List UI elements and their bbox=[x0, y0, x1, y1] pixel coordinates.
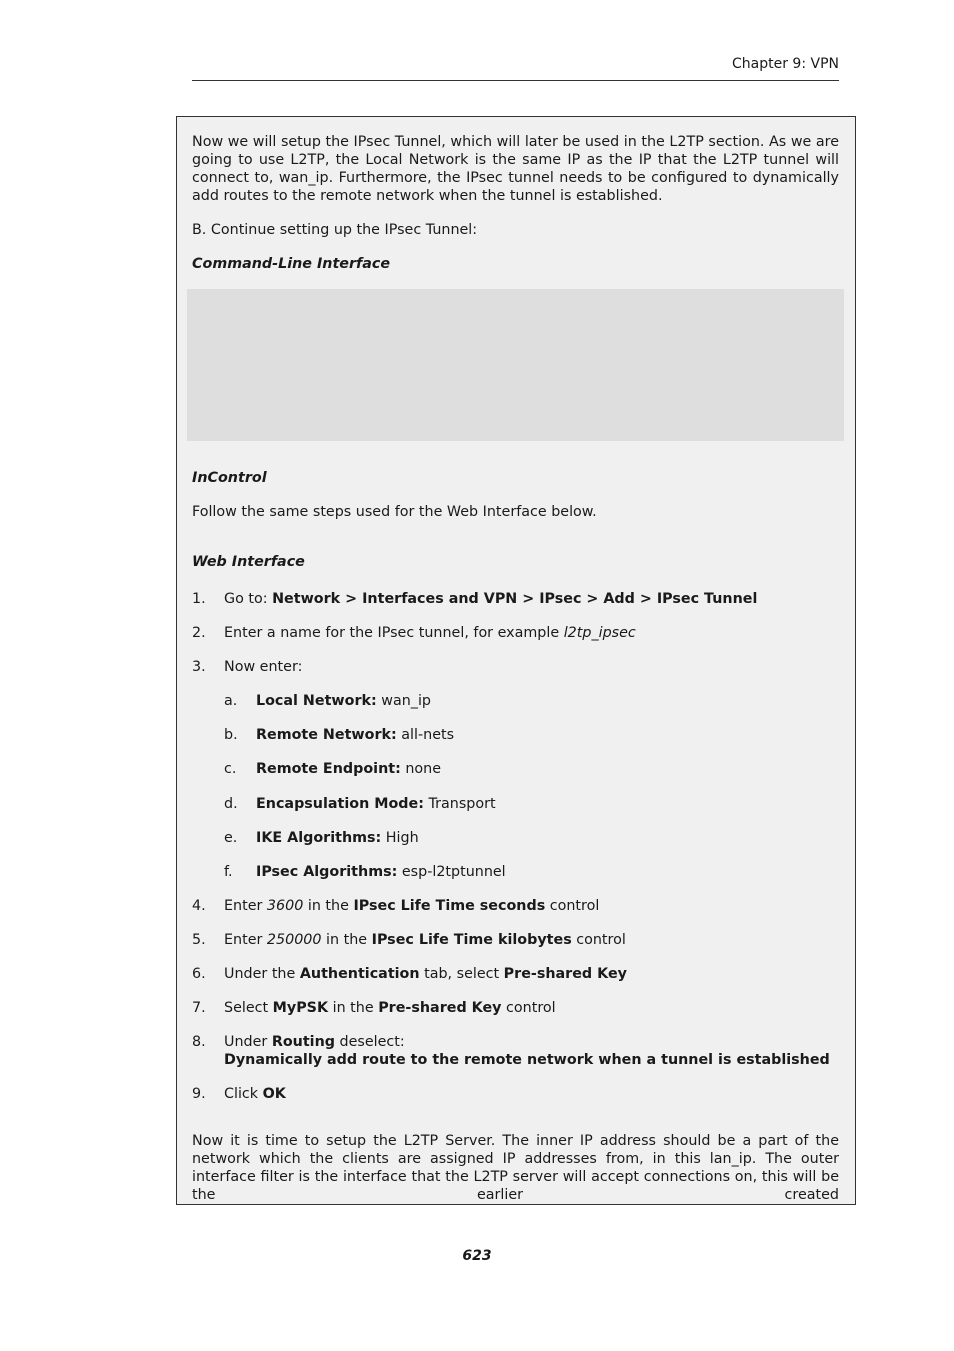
value-text: 3600 bbox=[266, 898, 304, 914]
field-value: all-nets bbox=[396, 727, 455, 743]
cli-heading: Command-Line Interface bbox=[192, 256, 391, 272]
step-number: 8. bbox=[192, 1034, 206, 1050]
cli-code-block bbox=[187, 289, 844, 441]
web-interface-heading: Web Interface bbox=[192, 554, 305, 570]
field-value: esp-l2tptunnel bbox=[397, 864, 506, 880]
step-text: control bbox=[571, 932, 626, 948]
step-text: control bbox=[501, 1000, 556, 1016]
incontrol-text: Follow the same steps used for the Web Interface below. bbox=[192, 504, 597, 520]
step-text: Under the bbox=[224, 966, 300, 982]
sub-letter: f. bbox=[224, 864, 233, 880]
step-number: 6. bbox=[192, 966, 206, 982]
list-item bbox=[192, 1033, 852, 1069]
option-name: Dynamically add route to the remote network when a tunnel is established bbox=[224, 1052, 830, 1068]
step-text: tab, select bbox=[419, 966, 504, 982]
field-value: wan_ip bbox=[376, 693, 432, 709]
sub-letter: d. bbox=[224, 796, 238, 812]
field-label: Local Network: bbox=[256, 693, 377, 709]
section-name: Routing bbox=[271, 1034, 335, 1050]
step-b-text: B. Continue setting up the IPsec Tunnel: bbox=[192, 222, 478, 238]
step-text: Click bbox=[224, 1086, 263, 1102]
step-text: Enter bbox=[224, 898, 267, 914]
step-number: 7. bbox=[192, 1000, 206, 1016]
step-text: in the bbox=[321, 932, 372, 948]
step-text: deselect: bbox=[334, 1034, 405, 1050]
value-text: 250000 bbox=[266, 932, 322, 948]
field-value: High bbox=[381, 830, 419, 846]
option-name: Pre-shared Key bbox=[503, 966, 627, 982]
field-label: Remote Network: bbox=[256, 727, 397, 743]
step-text: Enter a name for the IPsec tunnel, for example bbox=[224, 625, 564, 641]
option-name: MyPSK bbox=[272, 1000, 329, 1016]
example-name: l2tp_ipsec bbox=[563, 625, 636, 641]
outro-paragraph: Now it is time to setup the L2TP Server. The inner IP address should be a part of the network which the clients are assigned IP addresses from, in this lan_ip. The outer interface filter is the interface that the L2TP server will accept connections on, this will be the earlier created bbox=[192, 1133, 839, 1203]
field-label: IPsec Algorithms: bbox=[256, 864, 398, 880]
page-number: 623 bbox=[462, 1248, 492, 1264]
field-value: Transport bbox=[423, 796, 496, 812]
field-label: Encapsulation Mode: bbox=[256, 796, 424, 812]
step-text: in the bbox=[328, 1000, 379, 1016]
field-label: Remote Endpoint: bbox=[256, 761, 401, 777]
control-name: IPsec Life Time seconds bbox=[353, 898, 546, 914]
step-text: in the bbox=[303, 898, 354, 914]
step-text: Select bbox=[224, 1000, 273, 1016]
step-number: 9. bbox=[192, 1086, 206, 1102]
sub-letter: e. bbox=[224, 830, 238, 846]
field-value: none bbox=[400, 761, 442, 777]
step-text: Enter bbox=[224, 932, 267, 948]
step-number: 3. bbox=[192, 659, 206, 675]
intro-paragraph: Now we will setup the IPsec Tunnel, which will later be used in the L2TP section. As we are going to use L2TP, the Local Network is the same IP as the IP that the L2TP tunnel will connect to, wan_ip. Furthermore, the IPsec tunnel needs to be configured to dynamically add routes to the remote network when the tunnel is established. bbox=[192, 134, 839, 204]
sub-letter: c. bbox=[224, 761, 237, 777]
step-text: control bbox=[545, 898, 600, 914]
sub-letter: a. bbox=[224, 693, 238, 709]
sub-letter: b. bbox=[224, 727, 238, 743]
step-text: Now enter: bbox=[224, 659, 303, 675]
incontrol-heading: InControl bbox=[192, 470, 267, 486]
button-name: OK bbox=[262, 1086, 286, 1102]
example-box bbox=[176, 116, 856, 1205]
step-number: 5. bbox=[192, 932, 206, 948]
step-number: 2. bbox=[192, 625, 206, 641]
menu-path: Network > Interfaces and VPN > IPsec > Add > IPsec Tunnel bbox=[272, 591, 758, 607]
field-label: IKE Algorithms: bbox=[256, 830, 382, 846]
tab-name: Authentication bbox=[299, 966, 420, 982]
control-name: IPsec Life Time kilobytes bbox=[371, 932, 572, 948]
control-name: Pre-shared Key bbox=[378, 1000, 502, 1016]
chapter-title: Chapter 9: VPN bbox=[732, 56, 839, 72]
page-header bbox=[192, 56, 839, 81]
step-text: Under bbox=[224, 1034, 272, 1050]
step-text: Go to: bbox=[224, 591, 273, 607]
step-number: 4. bbox=[192, 898, 206, 914]
step-number: 1. bbox=[192, 591, 206, 607]
